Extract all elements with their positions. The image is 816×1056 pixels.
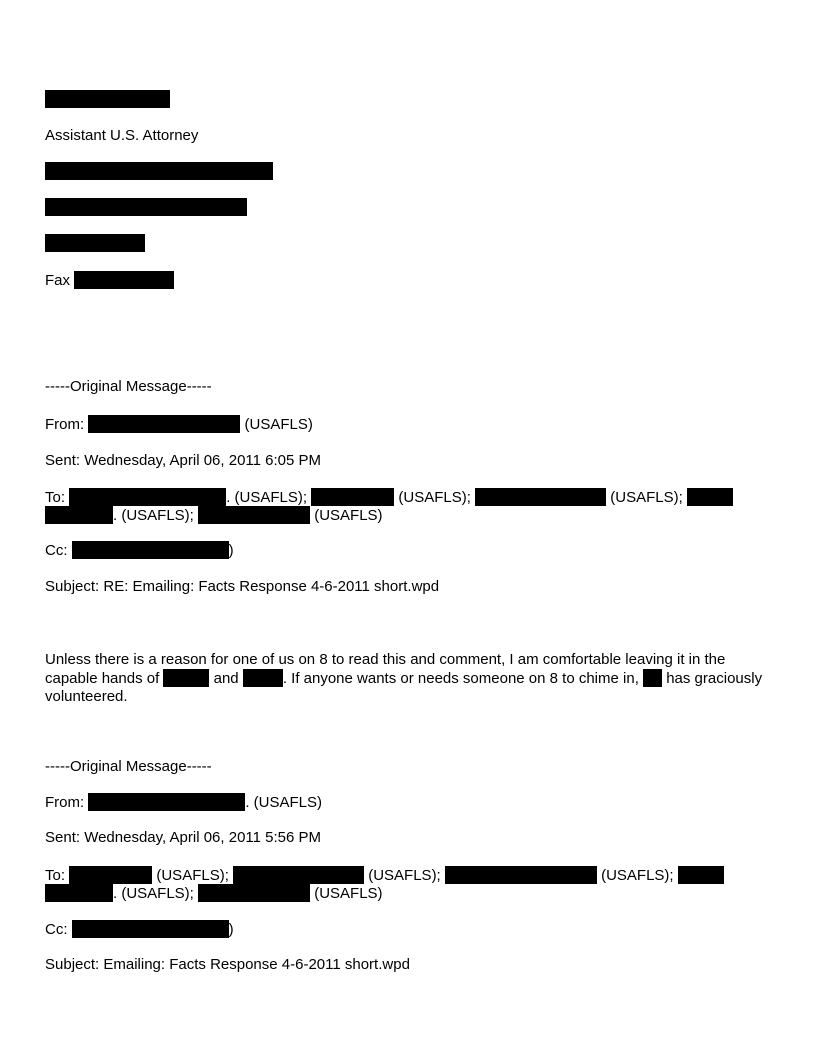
to-part: . (USAFLS); [226,489,308,506]
redaction-block [445,866,597,884]
from-suffix: . (USAFLS) [245,794,323,811]
cc-line [45,920,234,939]
to-label: To: [45,489,66,506]
redaction-block [72,920,229,938]
from-line [45,415,313,434]
to-line [45,488,733,507]
redaction-block [45,884,113,902]
redaction-block [643,669,662,687]
body-text: has graciously volunteered. [45,670,763,705]
to-label: To: [45,867,66,884]
redaction-block [69,866,152,884]
to-part: (USAFLS); [601,867,674,884]
redaction-block [45,198,247,216]
redaction-block [687,488,733,506]
redaction-block [678,866,724,884]
redaction-block [475,488,606,506]
sent-line: Sent: Wednesday, April 06, 2011 5:56 PM [45,829,322,846]
cc-label: Cc: [45,921,68,938]
to-part: (USAFLS); [368,867,441,884]
from-label: From: [45,794,85,811]
fax-label: Fax [45,272,71,289]
to-line-cont [45,884,383,903]
redaction-block [198,506,310,524]
redaction-block [45,234,145,252]
from-suffix: (USAFLS) [244,416,313,433]
to-part: (USAFLS); [156,867,229,884]
cc-label: Cc: [45,542,68,559]
redaction-block [311,488,394,506]
body-text: . If anyone wants or needs someone on 8 to chime in, [282,670,639,687]
sent-line: Sent: Wednesday, April 06, 2011 6:05 PM [45,452,322,469]
cc-line [45,541,234,560]
cc-suffix: ) [228,921,234,938]
to-part: (USAFLS) [314,507,383,524]
from-line [45,793,322,812]
from-label: From: [45,416,85,433]
redaction-block [45,90,170,108]
redaction-block [243,669,283,687]
subject-line: Subject: RE: Emailing: Facts Response 4-6-2011 short.wpd [45,578,440,595]
to-part: (USAFLS) [314,885,383,902]
cc-suffix: ) [228,542,234,559]
redaction-block [74,271,174,289]
to-line [45,866,724,885]
to-line-cont [45,506,383,525]
body-text: Unless there is a reason for one of us on 8 to read this and comment, I am comfortable leaving it in the capable hands of [45,651,726,687]
redaction-block [198,884,310,902]
original-message-header: -----Original Message----- [45,378,212,395]
redaction-block [88,793,245,811]
fax-line [45,271,174,290]
to-part: (USAFLS); [398,489,471,506]
to-part: . (USAFLS); [113,885,194,902]
redaction-block [45,506,113,524]
redaction-block [72,541,229,559]
to-part: . (USAFLS); [113,507,194,524]
redaction-block [45,162,273,180]
body-text: and [213,670,239,687]
original-message-header: -----Original Message----- [45,758,212,775]
to-part: (USAFLS); [610,489,683,506]
signature-title: Assistant U.S. Attorney [45,127,199,144]
redaction-block [163,669,209,687]
redaction-block [88,415,240,433]
redaction-block [69,488,226,506]
redaction-block [233,866,364,884]
subject-line: Subject: Emailing: Facts Response 4-6-2011 short.wpd [45,956,410,973]
message-body [45,651,775,706]
